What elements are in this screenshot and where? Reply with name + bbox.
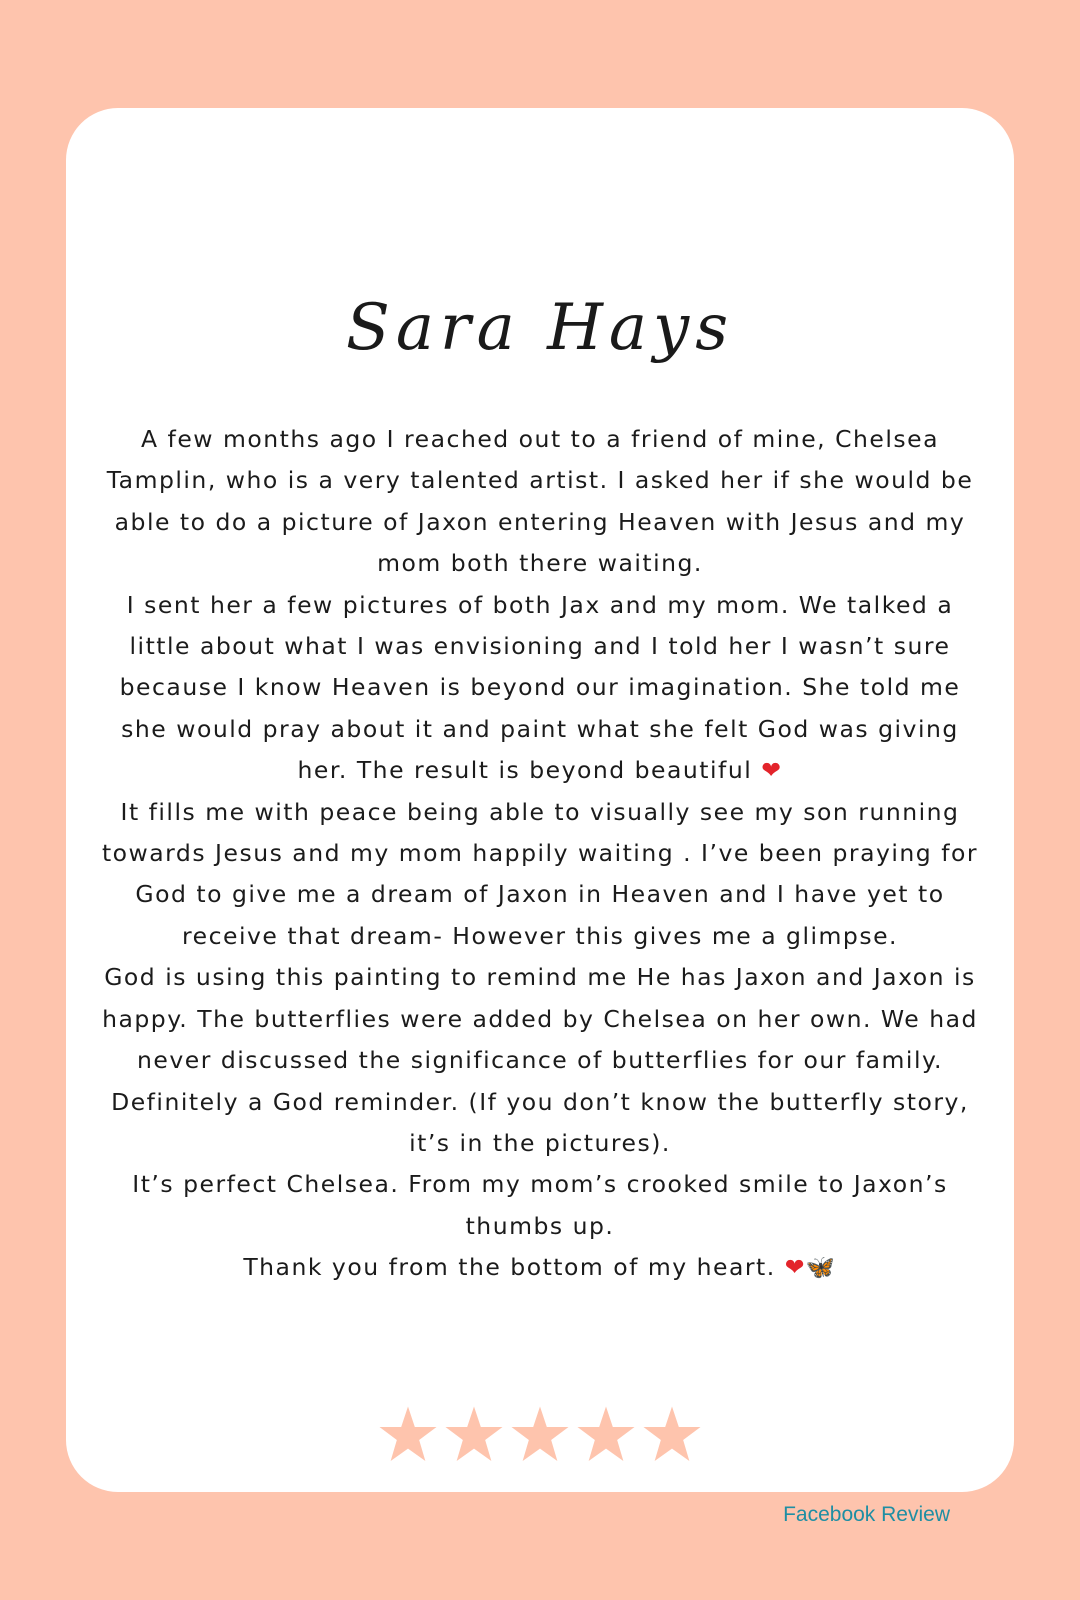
review-paragraph: A few months ago I reached out to a friend of mine, Chelsea Tamplin, who is a very talented artist. I asked her if she would be able to do a picture of Jaxon entering Heaven with Jesus and my mom both there waiting. bbox=[106, 425, 974, 578]
review-card bbox=[66, 108, 1014, 1526]
star-rating bbox=[66, 1404, 1014, 1466]
reviewer-name: Sara Hays bbox=[345, 291, 735, 365]
heart-icon: ❤ bbox=[761, 756, 783, 785]
review-text bbox=[96, 419, 984, 1289]
star-icon bbox=[443, 1404, 505, 1466]
star-icon bbox=[575, 1404, 637, 1466]
star-icon bbox=[377, 1404, 439, 1466]
review-paragraph: It’s perfect Chelsea. From my mom’s crooked smile to Jaxon’s thumbs up. bbox=[132, 1170, 948, 1240]
review-paragraph: God is using this painting to remind me He has Jaxon and Jaxon is happy. The butterflies were added by Chelsea on her own. We had never discussed the significance of butterflies for our family. Definitely a God reminder. (If you don’t know the butterfly story, it’s in the pictures). bbox=[102, 963, 978, 1157]
heart-icon: ❤ bbox=[784, 1253, 806, 1282]
star-icon bbox=[641, 1404, 703, 1466]
star-icon bbox=[509, 1404, 571, 1466]
review-paragraph bbox=[96, 585, 984, 792]
review-paragraph-text: I sent her a few pictures of both Jax and my mom. We talked a little about what I was envisioning and I told her I wasn’t sure because I know Heaven is beyond our imagination. She told me she would pray about it and paint what she felt God was giving her. The result is beyond beautiful bbox=[119, 590, 961, 785]
source-link[interactable]: Facebook Review bbox=[783, 1503, 950, 1526]
review-paragraph bbox=[96, 1247, 984, 1288]
review-paragraph-text: Thank you from the bottom of my heart. bbox=[243, 1253, 776, 1282]
review-paragraph: It fills me with peace being able to visually see my son running towards Jesus and my mom happily waiting . I’ve been praying for God to give me a dream of Jaxon in Heaven and I have yet to receive that dream- However this gives me a glimpse. bbox=[101, 797, 979, 950]
butterfly-icon: 🦋 bbox=[805, 1253, 837, 1282]
